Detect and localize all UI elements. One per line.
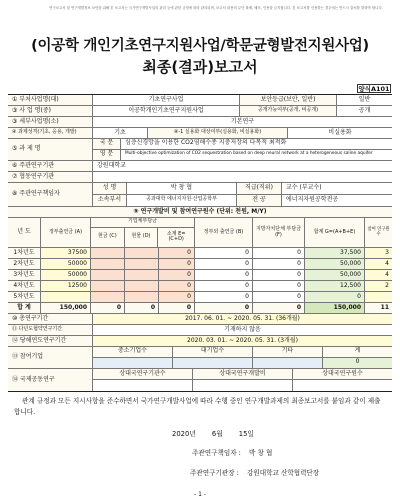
budget-col-kind: 현물 (D) — [125, 228, 159, 247]
label-disclosure: 공개가능여부(공개, 비공개) — [240, 106, 337, 116]
budget-col-total: 합계 G=(A+B+E) — [305, 218, 365, 247]
task-type-value: 기초 — [93, 128, 148, 138]
row-total-period — [8, 314, 392, 325]
label-task-type: ④ 과제성격(기초, 응용, 개발) — [8, 128, 93, 138]
org-signature-label: 주관연구기관장 : — [190, 469, 239, 477]
budget-cell-local-sub: 0 — [253, 248, 305, 258]
budget-cell-cash — [91, 292, 125, 302]
budget-cell-gov: 12500 — [41, 281, 91, 291]
label-english: 영 문 — [93, 150, 121, 160]
budget-row — [8, 270, 392, 281]
budget-cell-total: 12,500 — [305, 281, 365, 291]
task-name-korean: 심층신경망을 이용한 CO2염해수종 지중저장의 다목적 최적화 — [125, 139, 287, 147]
budget-cell-gov — [41, 292, 91, 302]
budget-cell-local-sub: 0 — [253, 292, 305, 302]
label-host-org: ⑥ 주관연구기관 — [8, 161, 93, 171]
budget-total-cash: 0 — [91, 303, 125, 313]
budget-cell-kind — [125, 270, 159, 280]
budget-total-sum: 0 — [159, 303, 195, 313]
budget-col-private: 기업체부담금 — [91, 218, 194, 228]
companies-header-row — [93, 347, 392, 358]
submission-date — [0, 428, 400, 438]
budget-col-year: 년 도 — [8, 218, 41, 247]
row-multi-period — [8, 325, 392, 336]
row-partner-org — [8, 172, 392, 183]
pi-dept: 공과대학 에너지자원·산업공학부 — [127, 195, 237, 206]
budget-col-cash: 현금 (C) — [91, 228, 125, 247]
label-companies: ⑬ 참여기업 — [8, 347, 93, 368]
label-pi-major: 전 공 — [237, 195, 282, 206]
label-multi-period: ⑪ 다년도협약연구기간 — [8, 325, 93, 335]
label-partner-inst: 상대국연구기관수 — [93, 369, 193, 379]
sme-count — [93, 358, 173, 368]
report-form-table — [8, 94, 392, 392]
budget-cell-sum: 0 — [159, 259, 195, 269]
budget-cell-staff — [365, 292, 392, 302]
task-name-english: Multi-objective optimization of CO2 sequestration based on deep neural network at a heterogeneous saline aquifer — [125, 151, 373, 157]
declaration-text: 관계 규정과 모든 지시사항을 준수하면서 국가연구개발사업에 따라 수행 중인 연구개발과제의 최종보고서를 붙임과 같이 제출합니다. — [14, 397, 381, 416]
budget-total-total: 150,000 — [305, 303, 365, 313]
budget-cell-local: 0 — [195, 281, 253, 291]
row-host-org — [8, 161, 392, 172]
budget-cell-sum: 0 — [159, 270, 195, 280]
host-org-name: 강원대학교 — [97, 161, 126, 169]
budget-col-private-sub — [91, 228, 194, 247]
budget-cell-cash — [91, 259, 125, 269]
label-partner-researchers: 상대국연구원수 — [293, 369, 392, 379]
budget-cell-local: 0 — [195, 259, 253, 269]
budget-cell-sum: 0 — [159, 281, 195, 291]
budget-cell-local: 0 — [195, 292, 253, 302]
budget-cell-sum: 0 — [159, 248, 195, 258]
label-joint-research: ⑭ 국제공동연구 — [8, 369, 93, 391]
label-sme: 중소기업수 — [93, 347, 173, 357]
detail-program-name: 기본연구 — [230, 117, 255, 125]
budget-cell-kind — [125, 259, 159, 269]
pi-rank: 교수 (부교수) — [286, 183, 322, 191]
row-task-type — [8, 128, 392, 139]
form-code-badge: 양식A101 — [358, 85, 390, 93]
org-signature-name: 강원대학교 산학협력단장 — [247, 469, 320, 477]
current-period-value: 2020. 03. 01. ~ 2020. 05. 31. (3개월) — [93, 336, 392, 346]
label-pi: ⑧ 주관연구책임자 — [8, 183, 93, 206]
budget-col-local: 정부외 출연금 (B) — [195, 218, 253, 247]
budget-cell-staff: 3 — [365, 248, 392, 258]
budget-section-title: ⑨ 연구개발비 및 참여연구원수 (단위: 천원, M/Y) — [8, 207, 392, 217]
budget-cell-total: 0 — [305, 292, 365, 302]
partner-budget — [193, 380, 293, 391]
budget-col-staff: 참여 연구원수 — [365, 218, 392, 247]
budget-cell-year: 1차년도 — [8, 248, 41, 258]
row-joint-research — [8, 369, 392, 391]
budget-cell-local-sub: 0 — [253, 259, 305, 269]
companies-total: 0 — [323, 358, 392, 368]
partner-researcher-count — [293, 380, 392, 391]
total-period-value: 2017. 06. 01. ~ 2020. 05. 31. (36개월) — [93, 314, 392, 324]
pi-signature-label: 주관연구책임자 : — [192, 449, 241, 457]
row-detail-program — [8, 117, 392, 128]
budget-cell-local: 0 — [195, 270, 253, 280]
budget-row — [8, 281, 392, 292]
label-other: 기타 — [253, 347, 323, 357]
label-partner-org: ⑦ 협동연구기관 — [8, 172, 93, 182]
pi-major: 에너지자원공학전공 — [286, 195, 339, 203]
joint-group — [93, 369, 392, 391]
org-signature-line — [190, 467, 319, 477]
other-count — [253, 358, 323, 368]
budget-cell-gov: 37500 — [41, 248, 91, 258]
budget-cell-kind — [125, 281, 159, 291]
pi-row-1 — [93, 183, 392, 195]
row-current-period — [8, 336, 392, 347]
label-korean: 국 문 — [93, 139, 121, 149]
row-program — [8, 95, 392, 106]
budget-total-gov: 150,000 — [41, 303, 91, 313]
budget-cell-staff: 4 — [365, 270, 392, 280]
budget-cell-total: 37,500 — [305, 248, 365, 258]
budget-total-local-sub: 0 — [253, 303, 305, 313]
pi-signature-name: 박 창 협 — [249, 449, 273, 457]
budget-cell-local-sub: 0 — [253, 270, 305, 280]
budget-col-local-sub: 지방자치단체 부담금 (F) — [253, 218, 305, 247]
label-partner-budget: 상대국연구개발비 — [193, 369, 293, 379]
partner-inst-count — [93, 380, 193, 391]
budget-row — [8, 292, 392, 303]
label-security: 보안등급(보안, 일반) — [240, 95, 337, 105]
budget-total-kind: 0 — [125, 303, 159, 313]
budget-cell-cash — [91, 248, 125, 258]
label-program: ① 부처사업명(대) — [8, 95, 93, 105]
date-year: 2020년 — [172, 430, 196, 438]
row-budget-title — [8, 207, 392, 218]
task-name-group — [93, 139, 392, 160]
budget-cell-total: 50,000 — [305, 270, 365, 280]
budget-cell-year: 2차년도 — [8, 259, 41, 269]
budget-cell-total: 50,000 — [305, 259, 365, 269]
disclosure-value: 공개 — [358, 106, 371, 114]
pi-signature-line — [192, 447, 272, 457]
label-pi-dept: 소속부서 — [93, 195, 127, 206]
budget-cell-gov: 50000 — [41, 259, 91, 269]
program-name: 기초연구사업 — [93, 95, 240, 105]
large-count — [173, 358, 253, 368]
companies-value-row — [93, 358, 392, 368]
budget-cell-staff: 4 — [365, 259, 392, 269]
multi-period-value: 기재하지 않음 — [224, 325, 261, 333]
row-project — [8, 106, 392, 117]
label-task-name: ⑤ 과 제 명 — [8, 139, 93, 160]
partner-org-name — [93, 172, 392, 182]
joint-header-row — [93, 369, 392, 380]
budget-cell-cash — [91, 281, 125, 291]
joint-value-row — [93, 380, 392, 391]
budget-cell-year: 3차년도 — [8, 270, 41, 280]
budget-cell-cash — [91, 270, 125, 280]
row-pi — [8, 183, 392, 207]
label-project: ③ 사 업 명(중) — [8, 106, 93, 116]
page-number: - 1 - — [194, 491, 206, 498]
budget-col-gov: 정부출연금 (A) — [41, 218, 91, 247]
budget-total-row — [8, 303, 392, 314]
date-day: 15일 — [238, 430, 254, 438]
budget-col-sum: 소계 E=(C+D) — [158, 228, 194, 247]
label-commercialization: ④-1 실용화 대상여부(실용화, 비실용화) — [148, 128, 288, 138]
security-value: 일반 — [358, 95, 371, 103]
task-name-en-row — [93, 150, 392, 160]
budget-cell-staff: 2 — [365, 281, 392, 291]
label-companies-total: 계 — [323, 347, 392, 357]
label-pi-rank: 직급(직위) — [237, 183, 282, 194]
label-total-period: ⑩ 총연구기간 — [8, 314, 93, 324]
budget-cell-sum: 0 — [159, 292, 195, 302]
budget-cell-local: 0 — [195, 248, 253, 258]
budget-cell-gov: 50000 — [41, 270, 91, 280]
budget-cell-kind — [125, 248, 159, 258]
row-task-name — [8, 139, 392, 161]
budget-total-staff: 11 — [380, 303, 389, 311]
top-notice: 연구보고서 및 연구개발정보 보안을 위해 본 보고서는 국가연구개발사업의 관리 등에 관한 규정에 따라 관리되며, 보고서 내용의 무단 복제, 배포, 인용을 금지합니다. 본 보고서를 인용하는 경우에는 반드시 출처를 밝혀야 합니다. — [49, 6, 383, 10]
budget-row — [8, 259, 392, 270]
budget-col-private-group — [91, 218, 195, 247]
pi-name: 박 창 협 — [127, 183, 237, 194]
label-large: 대기업수 — [173, 347, 253, 357]
project-name: 이공학개인기초연구지원사업 — [93, 106, 240, 116]
date-month: 6월 — [211, 430, 223, 438]
row-companies — [8, 347, 392, 369]
pi-row-2 — [93, 195, 392, 206]
budget-header-row — [8, 218, 392, 248]
budget-cell-year: 5차년도 — [8, 292, 41, 302]
budget-row — [8, 248, 392, 259]
commercialization-value: 비실용화 — [328, 128, 352, 136]
report-title-program: (이공학 개인기초연구지원사업/학문균형발전지원사업) — [31, 38, 369, 54]
budget-total-label: 합 계 — [8, 303, 41, 313]
pi-group — [93, 183, 392, 206]
budget-cell-local-sub: 0 — [253, 281, 305, 291]
budget-cell-year: 4차년도 — [8, 281, 41, 291]
companies-group — [93, 347, 392, 368]
budget-cell-kind — [125, 292, 159, 302]
task-name-kr-row — [93, 139, 392, 150]
label-current-period: ⑫ 당해연도연구기간 — [8, 336, 93, 346]
report-title: 최종(결과)보고서 — [142, 58, 258, 76]
label-pi-name: 성 명 — [93, 183, 127, 194]
budget-total-local: 0 — [195, 303, 253, 313]
label-detail-program: ③ 세부사업명(소) — [8, 117, 93, 127]
